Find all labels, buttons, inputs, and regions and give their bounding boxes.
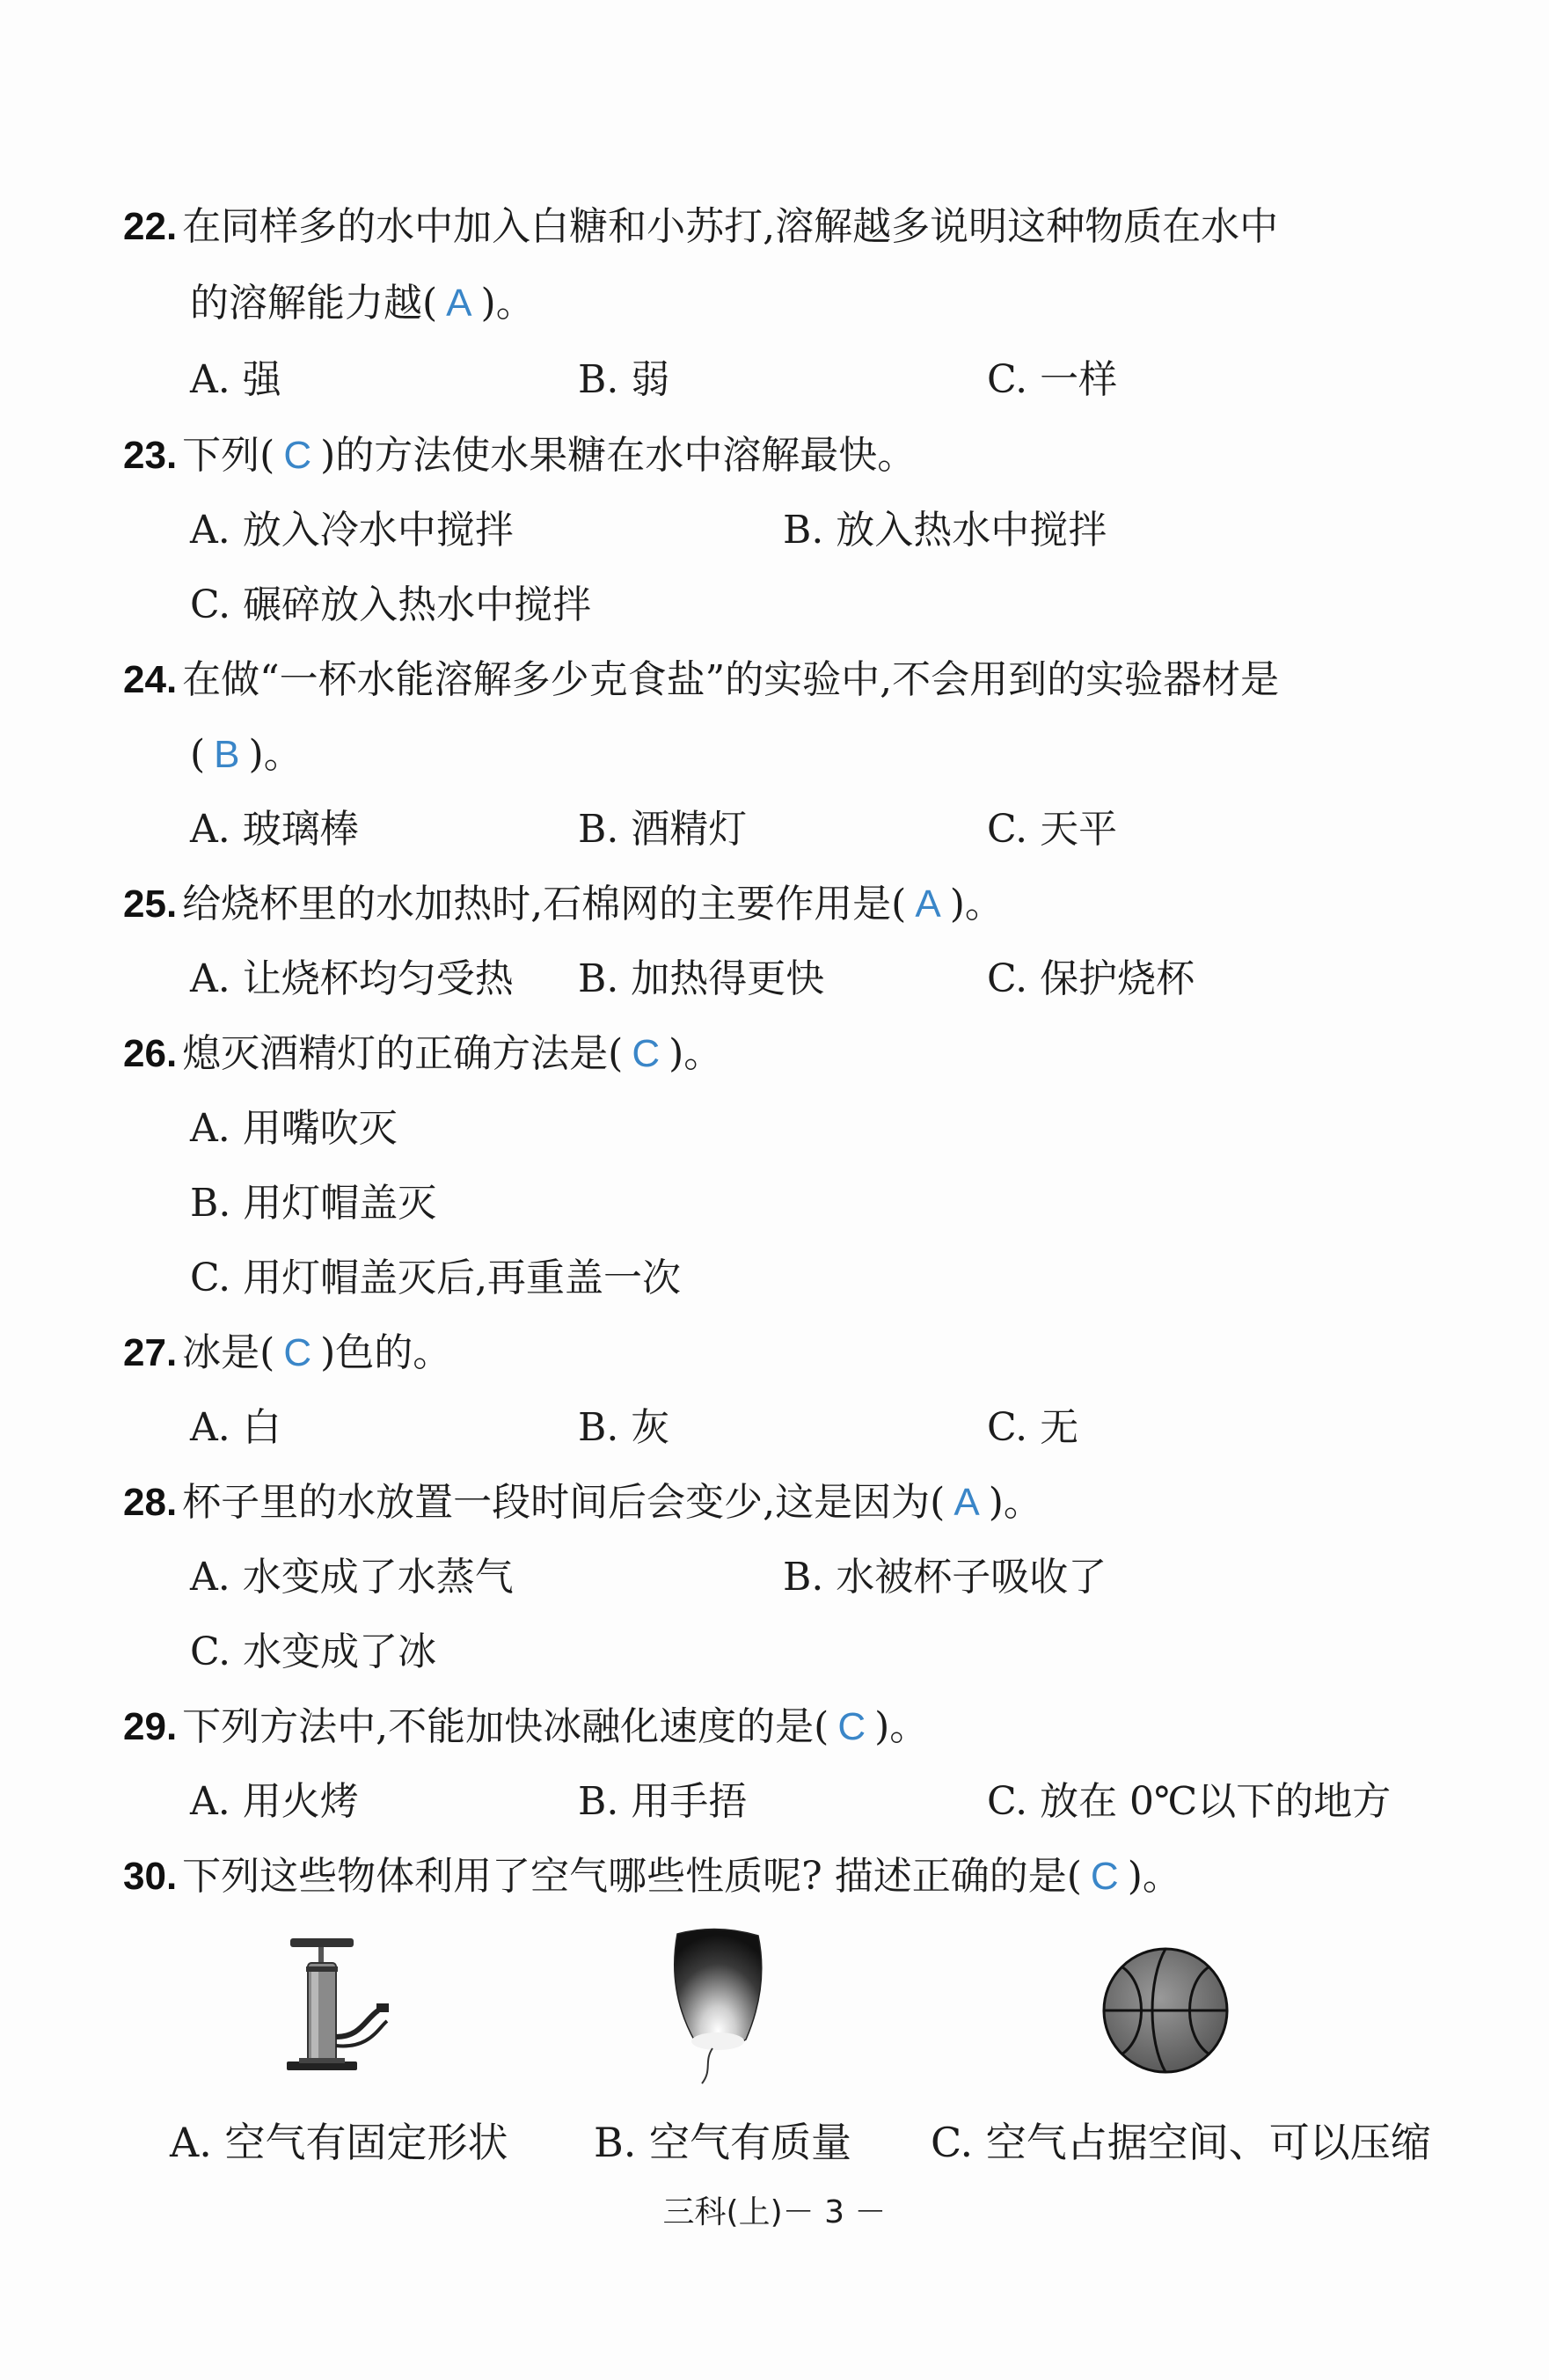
question-text: )。 — [874, 1704, 929, 1749]
question-text: )色的。 — [320, 1330, 452, 1375]
question-number: 28. — [123, 1481, 178, 1524]
question-text: 熄灭酒精灯的正确方法是( — [182, 1031, 624, 1076]
option-b: B. 酒精灯 — [578, 807, 748, 852]
option-c: C. 水变成了冰 — [190, 1629, 437, 1674]
question-22-line2 — [190, 277, 535, 330]
question-text: ( — [190, 732, 206, 777]
question-text: )。 — [248, 732, 303, 777]
answer-mark: B — [214, 733, 240, 776]
option-c: C. 碾碎放入热水中搅拌 — [190, 582, 592, 627]
option-c: C. 天平 — [987, 807, 1118, 852]
question-number: 30. — [123, 1855, 178, 1898]
page-footer: 三科(上)－ 3 － — [662, 2194, 887, 2230]
question-number: 25. — [123, 882, 178, 926]
option-a: A. 空气有固定形状 — [170, 2119, 508, 2166]
answer-mark: C — [1090, 1855, 1119, 1898]
option-a: A. 放入冷水中搅拌 — [190, 508, 514, 553]
question-text: )。 — [949, 882, 1004, 926]
question-text: )。 — [480, 281, 535, 326]
question-number: 23. — [123, 434, 178, 477]
answer-mark: A — [446, 282, 472, 325]
pump-icon — [281, 1931, 422, 2081]
option-c: C. 一样 — [987, 357, 1118, 402]
question-text: 下列方法中,不能加快冰融化速度的是( — [182, 1704, 829, 1749]
option-c: C. 无 — [987, 1405, 1079, 1450]
option-a: A. 白 — [190, 1405, 281, 1450]
answer-mark: A — [954, 1481, 980, 1524]
question-number: 22. — [123, 205, 178, 248]
question-25 — [123, 878, 1004, 931]
option-b: B. 放入热水中搅拌 — [783, 508, 1107, 553]
question-text: 下列( — [182, 433, 275, 478]
question-text: 杯子里的水放置一段时间后会变少,这是因为( — [182, 1480, 946, 1525]
question-text: 冰是( — [182, 1330, 275, 1375]
option-a: A. 用嘴吹灭 — [190, 1106, 398, 1151]
question-22 — [123, 201, 1278, 253]
question-28 — [123, 1476, 1042, 1529]
option-a: A. 水变成了水蒸气 — [190, 1555, 514, 1600]
answer-mark: A — [915, 882, 941, 926]
question-text: )。 — [1127, 1854, 1181, 1899]
answer-mark: C — [837, 1705, 866, 1748]
option-b: B. 空气有质量 — [594, 2119, 852, 2166]
option-c: C. 空气占据空间、可以压缩 — [931, 2119, 1431, 2166]
question-text: 的溶解能力越( — [190, 281, 438, 326]
question-30 — [123, 1850, 1181, 1903]
question-number: 27. — [123, 1331, 178, 1374]
sky-lantern-icon — [660, 1925, 774, 2088]
answer-mark: C — [283, 434, 312, 477]
option-a: A. 让烧杯均匀受热 — [190, 956, 514, 1001]
question-text: 在同样多的水中加入白糖和小苏打,溶解越多说明这种物质在水中 — [182, 204, 1279, 249]
question-text: )。 — [669, 1031, 723, 1076]
question-number: 24. — [123, 658, 178, 701]
option-a: A. 用火烤 — [190, 1779, 359, 1824]
question-24 — [123, 654, 1279, 707]
question-text: 给烧杯里的水加热时,石棉网的主要作用是( — [182, 882, 907, 926]
option-c: C. 保护烧杯 — [987, 956, 1195, 1001]
option-b: B. 水被杯子吸收了 — [783, 1555, 1107, 1600]
question-26 — [123, 1028, 722, 1080]
question-number: 26. — [123, 1032, 178, 1075]
question-29 — [123, 1701, 928, 1754]
question-23 — [123, 429, 916, 482]
option-b: B. 用灯帽盖灭 — [190, 1181, 437, 1226]
option-a: A. 玻璃棒 — [190, 807, 359, 852]
question-text: 在做“一杯水能溶解多少克食盐”的实验中,不会用到的实验器材是 — [182, 657, 1280, 702]
question-text: 下列这些物体利用了空气哪些性质呢? 描述正确的是( — [182, 1854, 1082, 1899]
basketball-icon — [1100, 1944, 1231, 2076]
option-b: B. 弱 — [578, 357, 670, 402]
answer-mark: C — [283, 1331, 312, 1374]
question-text: )的方法使水果糖在水中溶解最快。 — [320, 433, 917, 478]
option-b: B. 加热得更快 — [578, 956, 825, 1001]
answer-mark: C — [632, 1032, 661, 1075]
option-c: C. 放在 0℃以下的地方 — [987, 1779, 1392, 1824]
question-24-line2 — [190, 729, 303, 781]
option-b: B. 灰 — [578, 1405, 670, 1450]
option-a: A. 强 — [190, 357, 281, 402]
question-number: 29. — [123, 1705, 178, 1748]
option-b: B. 用手捂 — [578, 1779, 748, 1824]
question-27 — [123, 1327, 451, 1380]
question-text: )。 — [988, 1480, 1042, 1525]
option-c: C. 用灯帽盖灭后,再重盖一次 — [190, 1256, 682, 1300]
